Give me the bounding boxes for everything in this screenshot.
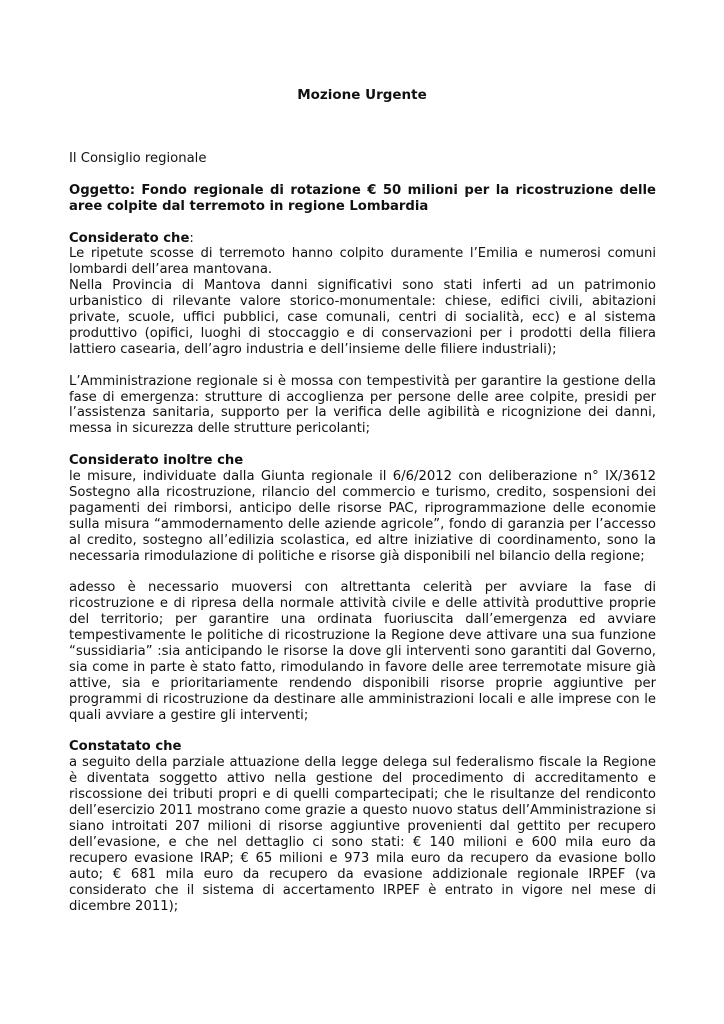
paragraph: le misure, individuate dalla Giunta regionale il 6/6/2012 con deliberazione n° IX/3612 Sostegno alla ricostruzione, rilancio del commercio e turismo, credito, sospensioni dei pagamenti dei rimborsi, anticipo delle risorse PAC, riprogrammazione delle economie sulla misura “ammodernamento delle aziende agricole”, fondo di garanzia per l’accesso al credito, sostegno all’edilizia scolastica, ed altre iniziative di coordinamento, sono la necessaria rimodulazione di politiche e risorse già disponibili nel bilancio della regione; [69, 469, 656, 564]
section-heading-considerato: Considerato che [69, 230, 190, 246]
section-considerato [69, 231, 656, 247]
paragraph: Nella Provincia di Mantova danni significativi sono stati inferti ad un patrimonio urbanistico di rilevante valore storico-monumentale: chiese, edifici civili, abitazioni private, scuole, uffici pubblici, case comunali, centri di socialità, ecc) e al sistema produttivo (opifici, luoghi di stoccaggio e di conservazioni per i prodotti della filiera lattiero casearia, dell’agro industria e dell’insieme delle filiere industriali); [69, 278, 656, 357]
subject-line: Oggetto: Fondo regionale di rotazione € 50 milioni per la ricostruzione delle aree colpite dal terremoto in regione Lombardia [69, 182, 656, 214]
spacer [69, 565, 656, 581]
spacer [69, 215, 656, 231]
document-title: Mozione Urgente [297, 87, 427, 103]
spacer [69, 724, 656, 740]
paragraph: adesso è necessario muoversi con altrettanta celerità per avviare la fase di ricostruzione e di ripresa della normale attività civile e delle attività produttive proprie del territorio; per garantire una ordinata fuoriuscita dall’emergenza ed avviare tempestivamente le politiche di ricostruzione la Regione deve attivare una sua funzione “sussidiaria” :sia anticipando le risorse la dove gli interventi sono garantiti dal Governo, sia come in parte è stato fatto, rimodulando in favore delle aree terremotate misure già attive, sia e prioritariamente rendendo disponibili risorse proprie aggiuntive per programmi di ricostruzione da destinare alle amministrazioni locali e alle imprese con le quali avviare a gestire gli interventi; [69, 580, 656, 723]
paragraph: Le ripetute scosse di terremoto hanno colpito duramente l’Emilia e numerosi comuni lombardi dell’area mantovana. [69, 246, 656, 278]
section-heading-constatato: Constatato che [69, 739, 182, 755]
spacer [69, 358, 656, 374]
addressee: Il Consiglio regionale [69, 151, 207, 166]
heading-colon: : [189, 230, 194, 246]
spacer [69, 437, 656, 453]
spacer [69, 167, 656, 183]
document-body [69, 151, 656, 914]
section-heading-considerato-inoltre: Considerato inoltre che [69, 453, 244, 469]
paragraph: a seguito della parziale attuazione della legge delega sul federalismo fiscale la Regione è diventata soggetto attivo nella gestione del procedimento di accreditamento e riscossione dei tributi propri e di quelli compartecipati; che le risultanze del rendiconto dell’esercizio 2011 mostrano come grazie a questo nuovo status dell’Amministrazione si siano introitati 207 milioni di risorse aggiuntive provenienti dal gettito per recupero dell’evasione, e che nel dettaglio ci sono stati: € 140 milioni e 600 mila euro da recupero evasione IRAP; € 65 milioni e 973 mila euro da recupero da evasione bollo auto; € 681 mila euro da recupero da evasione addizionale regionale IRPEF (va considerato che il sistema di accertamento IRPEF è entrato in vigore nel mese di dicembre 2011); [69, 755, 656, 914]
paragraph: L’Amministrazione regionale si è mossa con tempestività per garantire la gestione della fase di emergenza: strutture di accoglienza per persone delle aree colpite, presidi per l’assistenza sanitaria, supporto per la verifica delle agibilità e ricognizione dei danni, messa in sicurezza delle strutture pericolanti; [69, 373, 656, 437]
